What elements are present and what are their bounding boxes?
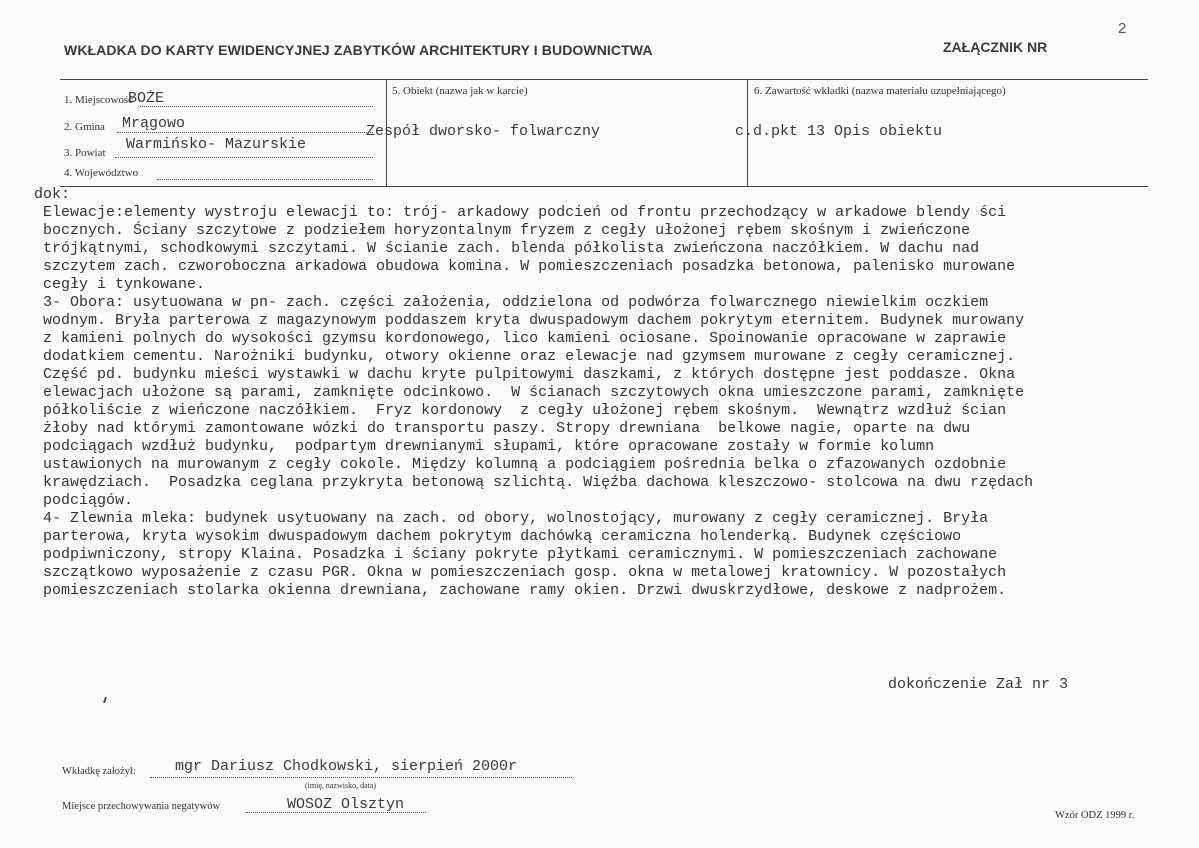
box-top-border — [60, 79, 1148, 80]
body-line: 4- Zlewnia mleka: budynek usytuowany na zach. od obory, wolnostojący, murowany z cegły ceramicznej. Bryła — [34, 510, 989, 527]
content-label: 6. Zawartość wkładki (nazwa materiału uzupełniającego) — [754, 85, 1006, 97]
voivodeship-dotted-line — [157, 179, 373, 180]
negatives-value: WOSOZ Olsztyn — [287, 796, 405, 813]
locality-label: 1. Miejscowość — [64, 94, 134, 106]
form-version: Wzór ODZ 1999 r. — [1055, 810, 1135, 821]
body-line: Elewacje:elementy wystroju elewacji to: trój- arkadowy podcień od frontu przechodzący w arkadowe blendy ści — [34, 204, 1007, 221]
district-value: Warmińsko- Mazurskie — [126, 136, 307, 153]
continuation-note: dokończenie Zał nr 3 — [888, 676, 1069, 693]
body-line: półkoliście z wieńczone naczółkiem. Fryz kordonowy z cegły ułożonej rębem skośnym. Wewnątrz wzdłuż ścian — [34, 402, 1007, 419]
body-line: żłoby nad którymi zamontowane wózki do transportu paszy. Stropy drewniana belkowe nagie, oparte na dwu — [34, 420, 971, 437]
negatives-label: Miejsce przechowywania negatywów — [62, 801, 221, 812]
body-line: wodnym. Bryła parterowa z magazynowym poddaszem kryta dwuspadowym dachem pokrytym eternitem. Budynek murowany — [34, 312, 1025, 329]
body-line: parterowa, kryta wysokim dwuspadowym dachem pokrytym dachówką ceramiczna holenderką. Budynek częściowo — [34, 528, 962, 545]
description-body — [34, 186, 1139, 600]
body-line: trójkątnymi, schodkowymi szczytami. W ścianie zach. blenda półkolista zwieńczona naczółkiem. W dachu nad — [34, 240, 980, 257]
locality-dotted-line — [140, 106, 373, 107]
body-line: pomieszczeniach stolarka okienna drewniana, zachowane ramy okien. Drzwi dwuskrzydłowe, deskowe z nadprożem. — [34, 582, 1007, 599]
body-line: szczątkowo wyposażenie z czasu PGR. Okna w pomieszczeniach gosp. okna w metalowej kratownicy. W pozostałych — [34, 564, 1007, 581]
page-number: 2 — [1118, 20, 1127, 37]
body-line: podpiwniczony, stropy Klaina. Posadzka i ściany pokryte płytkami ceramicznymi. W pomieszczeniach zachowane — [34, 546, 998, 563]
content-value: c.d.pkt 13 Opis obiektu — [735, 123, 943, 140]
body-line: Część pd. budynku mieści wystawki w dachu kryte pulpitowymi daszkami, z których dostępne jest poddasze. Okna — [34, 366, 1016, 383]
body-line: podciągach wzdłuż budynku, podpartym drewnianymi słupami, które opracowane zostały w formie kolumn — [34, 438, 935, 455]
created-by-label: Wkładkę założył: — [62, 766, 136, 777]
commune-dotted-line — [117, 132, 373, 133]
body-line: krawędziach. Posadzka ceglana przykryta betonową szlichtą. Więźba dachowa kleszczowo- stolcowa na dwu rzędach — [34, 474, 1034, 491]
body-line: ustawionych na murowanym z cegły cokole. Między kolumną a podciągiem pośrednia belka o zfazowanych ozdobnie — [34, 456, 1007, 473]
created-by-dotted-line — [150, 777, 572, 778]
annex-label: ZAŁĄCZNIK NR — [943, 39, 1048, 55]
body-line: z kamieni polnych do wysokości gzymsu kordonowego, lico kamieni ociosane. Spoinowanie opracowane w zaprawie — [34, 330, 1007, 347]
body-line: 3- Obora: usytuowana w pn- zach. części założenia, oddzielona od podwórza folwarcznego niewielkim oczkiem — [34, 294, 989, 311]
commune-value: Mrągowo — [122, 115, 186, 132]
body-line: bocznych. Ściany szczytowe z podziełem horyzontalnym fryzem z cegły ułożonej rębem skośnym i zwieńczone — [34, 222, 971, 239]
locality-value: BOŻE — [128, 90, 165, 107]
form-title: WKŁADKA DO KARTY EWIDENCYJNEJ ZABYTKÓW ARCHITEKTURY I BUDOWNICTWA — [64, 42, 653, 58]
created-by-hint: (imię, nazwisko, data) — [305, 781, 377, 790]
created-by-value: mgr Dariusz Chodkowski, sierpień 2000r — [175, 758, 518, 775]
district-dotted-line — [115, 157, 373, 158]
district-label: 3. Powiat — [64, 147, 106, 159]
object-label: 5. Obiekt (nazwa jak w karcie) — [392, 85, 528, 97]
body-line: szczytem zach. czworoboczna arkadowa obudowa komina. W pomieszczeniach posadzka betonowa, palenisko murowane — [34, 258, 1016, 275]
commune-label: 2. Gmina — [64, 121, 105, 133]
body-line: podciągów. — [34, 492, 134, 509]
voivodeship-label: 4. Województwo — [64, 167, 139, 179]
body-line: dodatkiem cementu. Narożniki budynku, otwory okienne oraz elewacje nad gzymsem murowane z cegły ceramicznej. — [34, 348, 1016, 365]
object-value: Zespół dworsko- folwarczny — [366, 123, 601, 140]
stray-mark — [103, 697, 107, 703]
body-line: dok: — [34, 186, 71, 203]
body-line: cegły i tynkowane. — [34, 276, 206, 293]
body-line: elewacjach ułożone są parami, zamknięte odcinkowo. W ścianach szczytowych okna umieszczone parami, zamknięte — [34, 384, 1025, 401]
